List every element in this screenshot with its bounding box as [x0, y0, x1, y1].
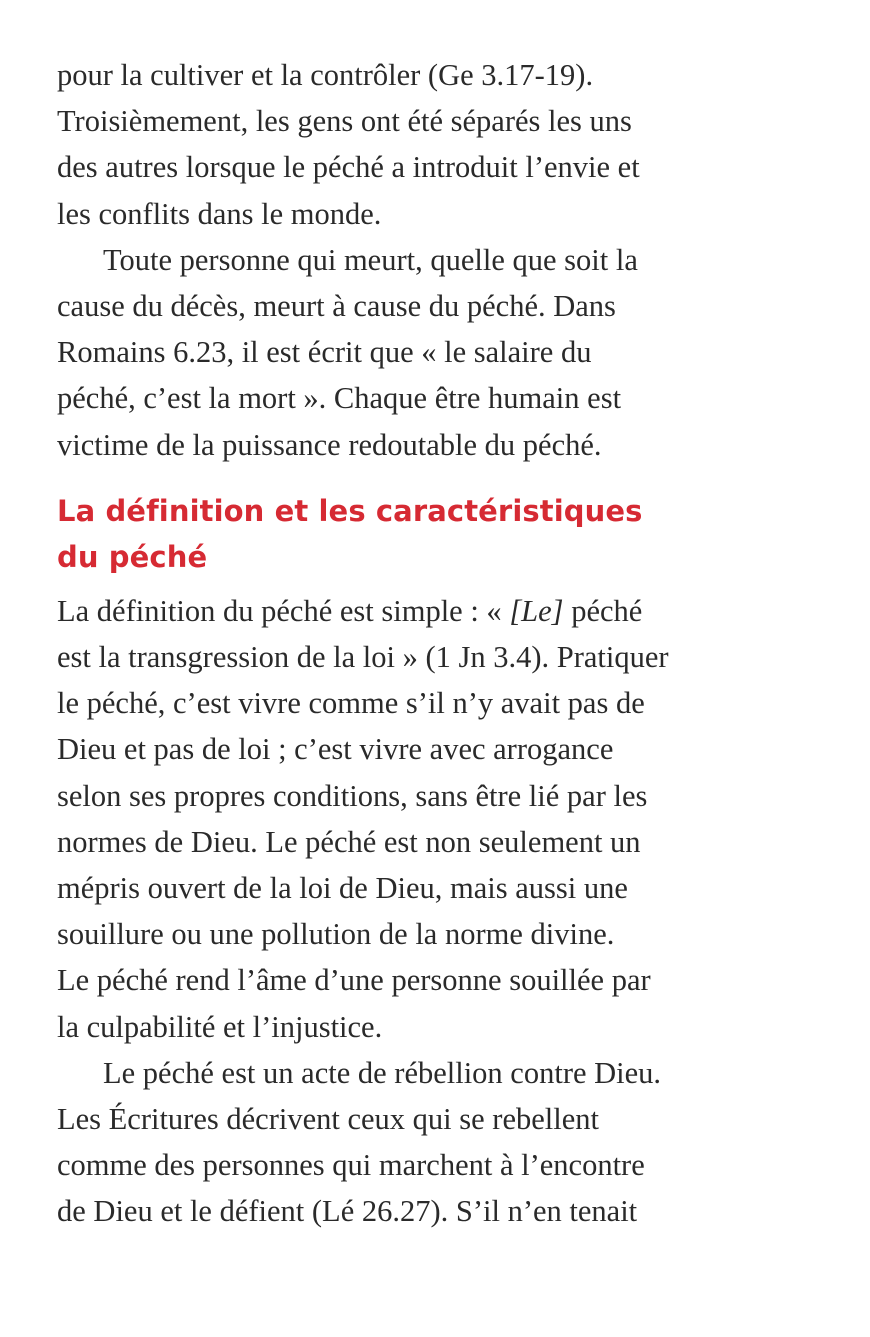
text-line: Toute personne qui meurt, quelle que soit la — [103, 242, 638, 277]
text-line: comme des personnes qui marchent à l’encontre — [57, 1148, 645, 1183]
book-page — [57, 52, 817, 1235]
paragraph-2 — [57, 237, 817, 468]
text-line: selon ses propres conditions, sans être lié par les — [57, 778, 648, 813]
text-line: la culpabilité et l’injustice. — [57, 1009, 383, 1044]
heading-line: du péché — [57, 539, 208, 574]
paragraph-3 — [57, 588, 817, 1050]
text-line: des autres lorsque le péché a introduit l’envie et — [57, 150, 640, 185]
text-line: Romains 6.23, il est écrit que « le salaire du — [57, 335, 592, 370]
text-line: Le péché est un acte de rébellion contre Dieu. — [103, 1055, 662, 1090]
text-fragment: La définition du péché est simple : « — [57, 593, 510, 628]
text-line: Troisièmement, les gens ont été séparés les uns — [57, 104, 632, 139]
text-line: pour la cultiver et la contrôler (Ge 3.17-19). — [57, 58, 594, 92]
text-line: victime de la puissance redoutable du péché. — [57, 427, 602, 462]
text-line: cause du décès, meurt à cause du péché. Dans — [57, 289, 616, 324]
text-line: de Dieu et le défient (Lé 26.27). S’il n’en tenait — [57, 1194, 638, 1229]
heading-line: La définition et les caractéristiques — [57, 493, 643, 528]
section-heading — [57, 488, 817, 580]
text-line: le péché, c’est vivre comme s’il n’y avait pas de — [57, 686, 645, 721]
text-line: normes de Dieu. Le péché est non seulement un — [57, 824, 641, 859]
text-line: mépris ouvert de la loi de Dieu, mais aussi une — [57, 871, 628, 906]
text-line: péché, c’est la mort ». Chaque être humain est — [57, 381, 622, 416]
paragraph-4 — [57, 1050, 817, 1235]
text-line: Les Écritures décrivent ceux qui se rebellent — [57, 1102, 599, 1137]
text-line: Dieu et pas de loi ; c’est vivre avec arrogance — [57, 732, 614, 767]
text-line: les conflits dans le monde. — [57, 196, 382, 231]
text-fragment-italic: [Le] — [509, 593, 564, 628]
text-line: souillure ou une pollution de la norme divine. — [57, 917, 615, 952]
text-fragment: péché — [563, 593, 643, 628]
text-line: est la transgression de la loi » (1 Jn 3.4). Pratiquer — [57, 640, 669, 675]
paragraph-1 — [57, 52, 817, 237]
text-line — [57, 588, 817, 634]
text-line: Le péché rend l’âme d’une personne souillée par — [57, 963, 651, 998]
